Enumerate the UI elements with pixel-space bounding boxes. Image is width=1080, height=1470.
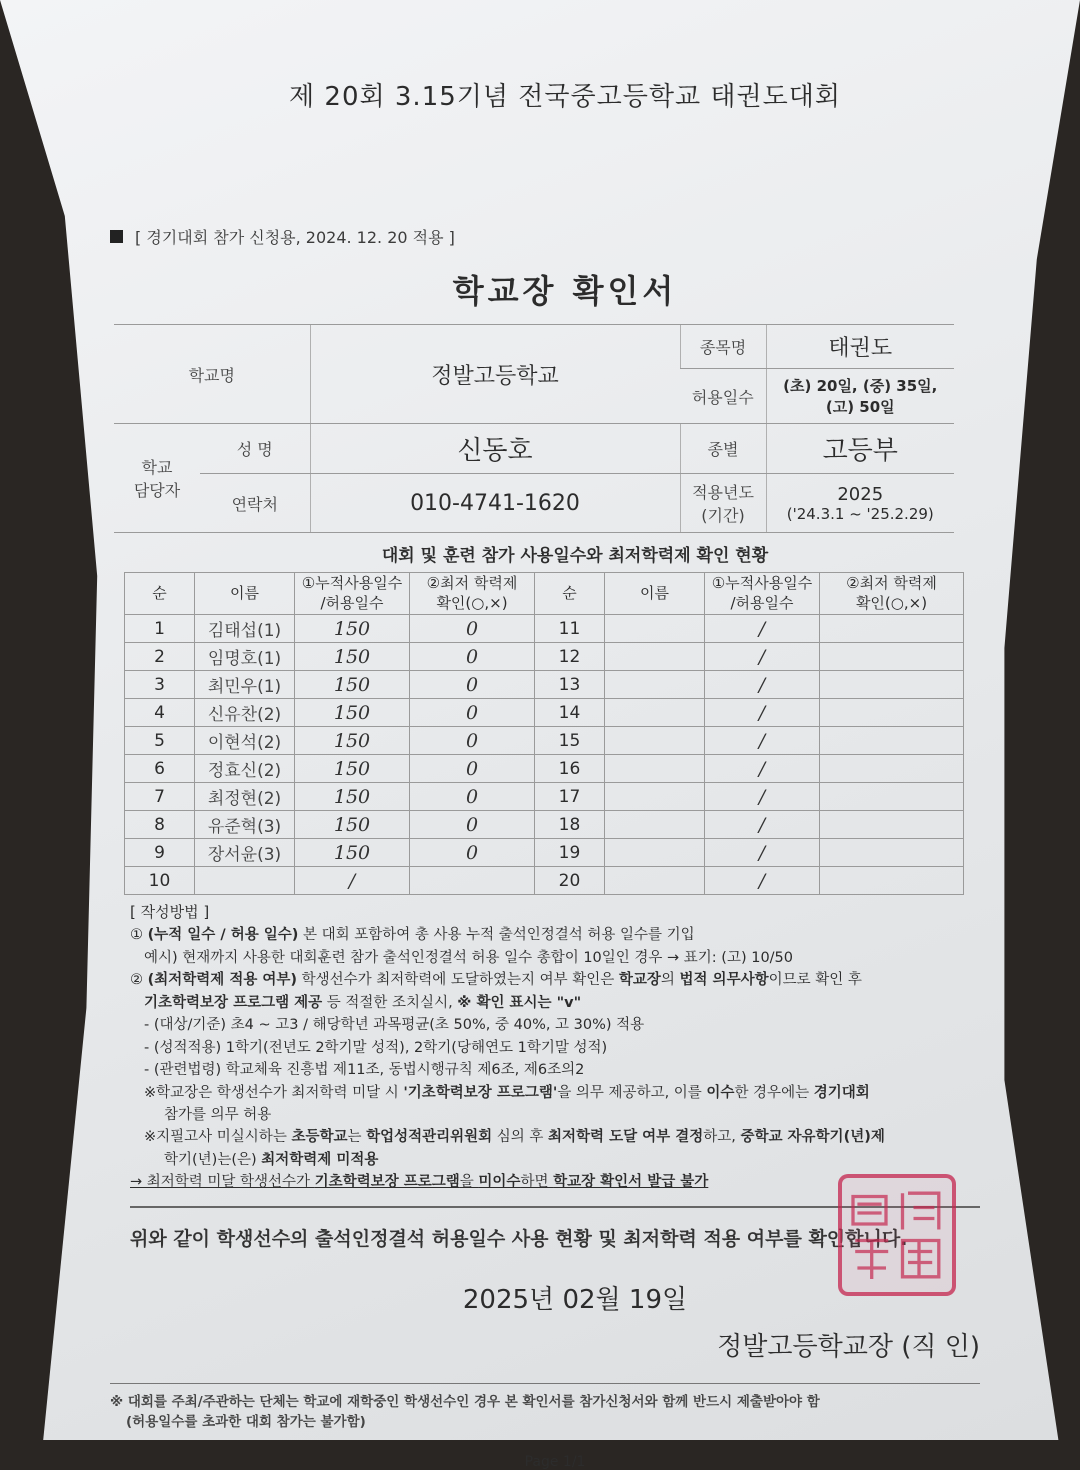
row-name: 장서윤(3)	[195, 839, 295, 867]
header-no-left: 순	[125, 573, 195, 615]
row-name	[605, 671, 705, 699]
row-days: 150	[295, 727, 410, 755]
header-days-right	[705, 573, 820, 615]
row-check	[820, 867, 964, 895]
row-name	[605, 699, 705, 727]
row-days: /	[705, 811, 820, 839]
header-name-right: 이름	[605, 573, 705, 615]
division-label: 종별	[680, 424, 766, 474]
method-heading: [ 작성방법 ]	[130, 903, 210, 921]
method-line-5: - (대상/기준) 초4 ~ 고3 / 해당학년 과목평균(초 50%, 중 40%, 고 30%) 적용	[144, 1017, 645, 1034]
roster-table	[124, 572, 964, 895]
method-line-1	[130, 924, 980, 946]
row-no: 17	[535, 783, 605, 811]
sport-value: 태권도	[766, 325, 954, 369]
seal-pattern	[842, 1178, 952, 1292]
page-number: Page 1/1	[524, 1454, 586, 1470]
roster-header-row	[125, 573, 964, 615]
method-l12c: 을	[459, 1174, 479, 1191]
method-l3b: (최저학력제 적용 여부)	[147, 972, 298, 989]
footer-note	[110, 1383, 980, 1433]
row-name	[605, 783, 705, 811]
row-days: 150	[295, 839, 410, 867]
row-no: 6	[125, 755, 195, 783]
table-row	[125, 615, 964, 643]
header-days-right-2: /허용일수	[730, 593, 794, 612]
row-name: 임명호(1)	[195, 643, 295, 671]
method-l4a: 기초학력보장 프로그램 제공	[144, 994, 323, 1011]
row-no: 19	[535, 839, 605, 867]
table-row	[125, 811, 964, 839]
table-row	[125, 783, 964, 811]
method-l3f: 법적 의무사항	[679, 972, 769, 989]
row-no: 18	[535, 811, 605, 839]
header-check-right-2: 확인(○,×)	[855, 593, 928, 612]
sub-note-text: [ 경기대회 참가 신청용, 2024. 12. 20 적용 ]	[135, 228, 455, 247]
header-check-left-1: ②최저 학력제	[426, 574, 518, 592]
row-days: /	[705, 671, 820, 699]
row-days: 150	[295, 755, 410, 783]
event-title: 제 20회 3.15기념 전국중고등학교 태권도대회	[289, 82, 841, 112]
row-check: 0	[410, 699, 535, 727]
header-no-right: 순	[535, 573, 605, 615]
row-no: 1	[125, 615, 195, 643]
method-l11a: 학기(년)는(은)	[164, 1151, 262, 1168]
method-l8e: 한 경우에는	[734, 1084, 814, 1101]
year-label: 적용년도	[692, 483, 754, 502]
row-check: 0	[410, 783, 535, 811]
table-row	[125, 867, 964, 895]
division-value: 고등부	[766, 424, 954, 474]
sport-label: 종목명	[680, 325, 766, 369]
method-l10b: 초등학교	[291, 1129, 348, 1146]
row-check	[820, 755, 964, 783]
method-line-10	[130, 1126, 980, 1148]
method-l8b: '기초학력보장 프로그램'	[403, 1084, 558, 1101]
row-days: /	[705, 755, 820, 783]
method-l3a: ②	[130, 972, 148, 989]
row-no: 12	[535, 643, 605, 671]
doc-title: 학교장 확인서	[452, 272, 678, 310]
method-l12d: 미이수	[478, 1174, 521, 1191]
row-no: 20	[535, 867, 605, 895]
row-check	[820, 811, 964, 839]
row-name: 유준혁(3)	[195, 811, 295, 839]
row-name: 최정현(2)	[195, 783, 295, 811]
header-check-left-2: 확인(○,×)	[436, 593, 508, 612]
year-label-cell	[680, 474, 766, 533]
table-row	[125, 727, 964, 755]
table-row	[125, 839, 964, 867]
table-row	[125, 671, 964, 699]
row-name	[605, 811, 705, 839]
contact-value: 010-4741-1620	[310, 474, 680, 533]
header-days-left-2: /허용일수	[320, 593, 384, 612]
method-l10d: 학업성적관리위원회	[366, 1129, 493, 1146]
allow-label: 허용일수	[680, 369, 766, 424]
row-days: /	[705, 727, 820, 755]
row-no: 9	[125, 839, 195, 867]
row-days: /	[705, 643, 820, 671]
row-name	[605, 615, 705, 643]
method-line-11	[130, 1149, 980, 1171]
method-l3e: 의	[660, 972, 680, 989]
method-line-6: - (성적적용) 1학기(전년도 2학기말 성적), 2학기(당해연도 1학기말 성적)	[144, 1039, 608, 1056]
year-label-2: (기간)	[701, 506, 745, 525]
row-no: 11	[535, 615, 605, 643]
row-days: 150	[295, 699, 410, 727]
method-line-7: - (관련법령) 학교체육 진흥법 제11조, 동법시행규칙 제6조, 제6조의2	[144, 1062, 585, 1079]
row-check: 0	[410, 727, 535, 755]
row-no: 4	[125, 699, 195, 727]
manager-label: 학교 담당자	[114, 424, 200, 533]
method-l8a: ※학교장은 학생선수가 최저학력 미달 시	[144, 1084, 404, 1101]
row-name	[605, 643, 705, 671]
row-name: 신유찬(2)	[195, 699, 295, 727]
method-l1b: (누적 일수 / 허용 일수)	[147, 927, 299, 944]
document-content	[110, 70, 980, 1470]
method-line-9: 참가를 의무 허용	[164, 1107, 272, 1123]
header-check-right	[820, 573, 964, 615]
method-l12b: 기초학력보장 프로그램	[314, 1174, 460, 1191]
method-l8f: 경기대회	[813, 1084, 870, 1101]
row-no: 10	[125, 867, 195, 895]
method-l12e: 하면	[520, 1174, 554, 1191]
row-check	[410, 867, 535, 895]
header-days-right-1: ①누적사용일수	[711, 574, 813, 592]
year-period: ('24.3.1 ~ '25.2.29)	[786, 504, 934, 523]
method-l4b: 등 적절한 조치실시,	[322, 994, 458, 1011]
row-name	[605, 755, 705, 783]
row-days: 150	[295, 811, 410, 839]
row-days: /	[705, 867, 820, 895]
row-check	[820, 839, 964, 867]
row-name: 김태섭(1)	[195, 615, 295, 643]
row-no: 16	[535, 755, 605, 783]
square-bullet-icon	[110, 230, 123, 243]
row-days: /	[295, 867, 410, 895]
row-days: 150	[295, 671, 410, 699]
method-line-4	[130, 992, 980, 1014]
method-l10c: 는	[347, 1129, 367, 1146]
row-days: /	[705, 699, 820, 727]
row-check: 0	[410, 839, 535, 867]
footer-line-1: ※ 대회를 주최/주관하는 단체는 학교에 재학중인 학생선수인 경우 본 확인서를 참가신청서와 함께 반드시 제출받아야 함	[110, 1393, 820, 1410]
row-name: 최민우(1)	[195, 671, 295, 699]
method-line-8	[130, 1082, 980, 1104]
header-days-left	[295, 573, 410, 615]
principal-signature: 정발고등학교장 (직 인)	[717, 1331, 980, 1362]
confirm-statement: 위와 같이 학생선수의 출석인정결석 허용일수 사용 현황 및 최저학력 적용 여부를 확인합니다.	[130, 1206, 980, 1251]
method-l11b: 최저학력제 미적용	[261, 1151, 379, 1168]
method-l10f: 최저학력 도달 여부 결정	[548, 1129, 704, 1146]
method-l10g: 하고,	[703, 1129, 741, 1146]
header-check-right-1: ②최저 학력제	[846, 574, 937, 592]
method-l3d: 학교장	[618, 972, 661, 989]
method-l10h: 중학교 자유학기(년)제	[740, 1129, 885, 1146]
method-l3g: 이므로 확인 후	[768, 972, 862, 989]
method-l1a: ①	[130, 927, 148, 944]
row-check	[820, 727, 964, 755]
method-l4c: ※ 확인 표시는 "v"	[457, 994, 582, 1011]
method-l12f: 학교장 확인서 발급 불가	[553, 1174, 709, 1191]
method-l8c: 을 의무 제공하고, 이를	[557, 1084, 707, 1101]
row-days: /	[705, 615, 820, 643]
method-l1c: 본 대회 포함하여 총 사용 누적 출석인정결석 허용 일수를 기입	[298, 927, 695, 944]
row-days: /	[705, 783, 820, 811]
contact-label: 연락처	[200, 474, 310, 533]
row-check	[820, 783, 964, 811]
row-days: 150	[295, 615, 410, 643]
row-check	[820, 615, 964, 643]
method-l10e: 심의 후	[492, 1129, 549, 1146]
row-days: 150	[295, 783, 410, 811]
footer-line-2: (허용일수를 초과한 대회 참가는 불가함)	[126, 1414, 366, 1431]
row-check: 0	[410, 811, 535, 839]
allow-value: (초) 20일, (중) 35일, (고) 50일	[766, 369, 954, 424]
row-days: 150	[295, 643, 410, 671]
method-line-3	[130, 969, 980, 991]
row-no: 5	[125, 727, 195, 755]
issue-date: 2025년 02월 19일	[462, 1284, 688, 1315]
row-no: 13	[535, 671, 605, 699]
method-line-2: 예시) 현재까지 사용한 대회훈련 참가 출석인정결석 허용 일수 총합이 10일인 경우 → 표기: (고) 10/50	[144, 949, 794, 966]
row-no: 14	[535, 699, 605, 727]
roster-body	[125, 615, 964, 895]
row-check	[820, 699, 964, 727]
table-row	[125, 699, 964, 727]
header-days-left-1: ①누적사용일수	[301, 574, 403, 592]
row-check: 0	[410, 755, 535, 783]
method-l12a: → 최저학력 미달 학생선수가	[130, 1174, 315, 1191]
official-seal-icon	[838, 1174, 956, 1296]
row-check	[820, 643, 964, 671]
method-l8d: 이수	[706, 1084, 735, 1101]
header-name-left: 이름	[195, 573, 295, 615]
roster-title: 대회 및 훈련 참가 사용일수와 최저학력제 확인 현황	[381, 546, 769, 566]
row-check: 0	[410, 671, 535, 699]
header-check-left	[410, 573, 535, 615]
row-check	[820, 671, 964, 699]
method-l3c: 학생선수가 최저학력에 도달하였는지 여부 확인은	[297, 972, 619, 989]
row-name: 이현석(2)	[195, 727, 295, 755]
row-check: 0	[410, 615, 535, 643]
method-section	[130, 901, 980, 1194]
school-label: 학교명	[114, 325, 310, 424]
row-name	[195, 867, 295, 895]
row-check: 0	[410, 643, 535, 671]
method-l10a: ※지필고사 미실시하는	[144, 1129, 292, 1146]
row-name	[605, 727, 705, 755]
row-no: 15	[535, 727, 605, 755]
row-no: 8	[125, 811, 195, 839]
row-no: 3	[125, 671, 195, 699]
row-no: 2	[125, 643, 195, 671]
school-value: 정발고등학교	[310, 325, 680, 424]
year-value: 2025	[837, 483, 884, 505]
row-no: 7	[125, 783, 195, 811]
year-value-cell	[766, 474, 954, 533]
row-name: 정효신(2)	[195, 755, 295, 783]
name-label: 성 명	[200, 424, 310, 474]
row-days: /	[705, 839, 820, 867]
name-value: 신동호	[310, 424, 680, 474]
table-row	[125, 755, 964, 783]
table-row	[125, 643, 964, 671]
school-info-table	[114, 324, 954, 533]
row-name	[605, 867, 705, 895]
sub-note	[110, 225, 980, 248]
row-name	[605, 839, 705, 867]
